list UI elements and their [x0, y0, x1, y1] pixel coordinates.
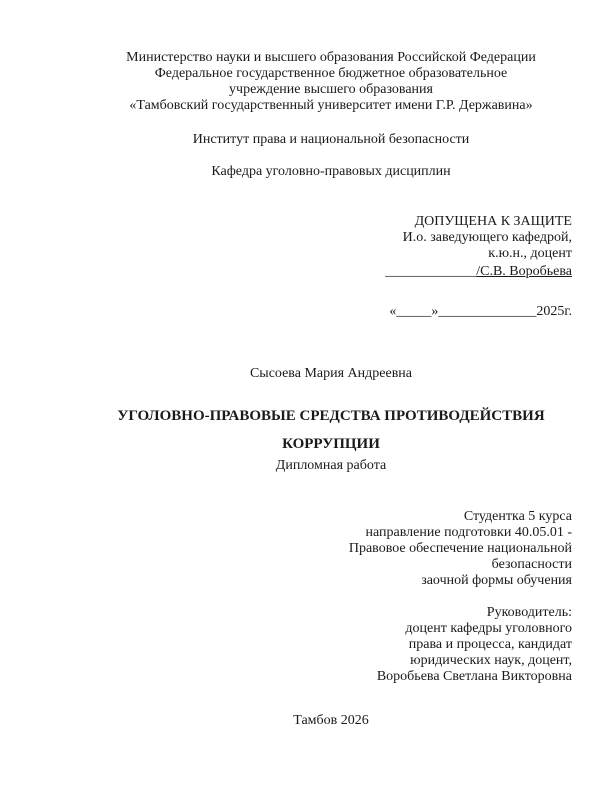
university-name: «Тамбовский государственный университет имени Г.Р. Державина»: [129, 98, 533, 113]
student-info-line-4: безопасности: [491, 557, 572, 572]
supervisor-info-line-3: права и процесса, кандидат: [408, 637, 572, 652]
approver-degree: к.ю.н., доцент: [488, 246, 572, 261]
student-info-line-3: Правовое обеспечение национальной: [348, 541, 572, 556]
supervisor-label: Руководитель:: [486, 605, 572, 620]
thesis-title-line-2: КОРРУПЦИИ: [282, 436, 380, 452]
date-line: «_____»______________2025г.: [389, 304, 572, 319]
work-type-label: Дипломная работа: [275, 458, 387, 473]
student-info-line-1: Студентка 5 курса: [463, 509, 572, 524]
approval-status: ДОПУЩЕНА К ЗАЩИТЕ: [414, 214, 572, 229]
signature-line: [90, 264, 572, 280]
approver-position: И.о. заведующего кафедрой,: [402, 230, 572, 245]
author-name: Сысоева Мария Андреевна: [249, 366, 413, 381]
supervisor-name: Воробьева Светлана Викторовна: [376, 669, 572, 684]
student-info-line-5: заочной формы обучения: [421, 573, 572, 588]
ministry-block: [90, 50, 572, 114]
approver-name: /С.В. Воробьева: [476, 264, 572, 279]
thesis-title: [90, 402, 572, 458]
signature-blank: _____________: [385, 264, 477, 279]
institute-name: Институт права и национальной безопасности: [192, 132, 470, 147]
supervisor-info-line-4: юридических наук, доцент,: [410, 653, 572, 668]
ministry-line-2: Федеральное государственное бюджетное образовательное: [154, 66, 508, 81]
supervisor-info-line-2: доцент кафедры уголовного: [405, 621, 572, 636]
supervisor-info-block: [90, 605, 572, 685]
approval-block: [90, 214, 572, 280]
ministry-line-1: Министерство науки и высшего образования Российской Федерации: [126, 50, 536, 65]
ministry-line-3: учреждение высшего образования: [229, 82, 433, 97]
student-info-block: [90, 509, 572, 589]
thesis-title-line-1: УГОЛОВНО-ПРАВОВЫЕ СРЕДСТВА ПРОТИВОДЕЙСТВИЯ: [117, 408, 545, 424]
department-name: Кафедра уголовно-правовых дисциплин: [211, 164, 451, 179]
student-info-line-2: направление подготовки 40.05.01 -: [365, 525, 572, 540]
city-year: Тамбов 2026: [293, 713, 369, 728]
